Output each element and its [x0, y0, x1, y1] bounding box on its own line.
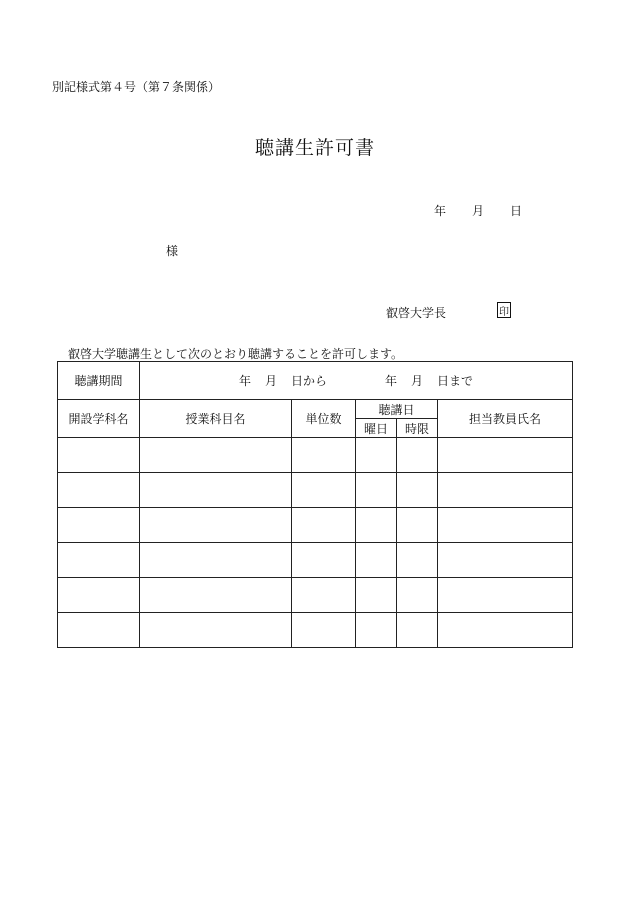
column-header-department: 開設学科名	[58, 400, 140, 438]
period-label: 聴講期間	[58, 362, 140, 400]
instructor-cell[interactable]	[438, 578, 573, 613]
period-to-day: 日まで	[437, 374, 474, 388]
course-cell[interactable]	[140, 613, 292, 648]
table-row	[58, 508, 573, 543]
department-cell[interactable]	[58, 543, 140, 578]
period-to-month: 月	[411, 374, 424, 388]
period-cell[interactable]	[397, 508, 438, 543]
date-day-label: 日	[510, 204, 523, 218]
credits-cell[interactable]	[292, 613, 356, 648]
instructor-cell[interactable]	[438, 473, 573, 508]
course-cell[interactable]	[140, 473, 292, 508]
credits-cell[interactable]	[292, 473, 356, 508]
weekday-cell[interactable]	[356, 473, 397, 508]
period-from-year: 年	[238, 374, 251, 388]
course-table	[57, 361, 573, 648]
header-row	[58, 400, 573, 419]
table-row	[58, 438, 573, 473]
column-header-course: 授業科目名	[140, 400, 292, 438]
table-row	[58, 578, 573, 613]
credits-cell[interactable]	[292, 578, 356, 613]
period-cell[interactable]	[397, 578, 438, 613]
issue-date	[434, 202, 522, 219]
period-row	[58, 362, 573, 400]
department-cell[interactable]	[58, 438, 140, 473]
instructor-cell[interactable]	[438, 613, 573, 648]
period-cell[interactable]	[397, 438, 438, 473]
page-title: 聴講生許可書	[254, 137, 375, 159]
period-value	[140, 362, 573, 400]
instructor-cell[interactable]	[438, 438, 573, 473]
table-row	[58, 543, 573, 578]
weekday-cell[interactable]	[356, 438, 397, 473]
date-year-label: 年	[434, 204, 447, 218]
course-cell[interactable]	[140, 438, 292, 473]
credits-cell[interactable]	[292, 543, 356, 578]
period-cell[interactable]	[397, 613, 438, 648]
weekday-cell[interactable]	[356, 578, 397, 613]
weekday-cell[interactable]	[356, 508, 397, 543]
column-header-weekday: 曜日	[356, 419, 397, 438]
column-header-lecture-day: 聴講日	[356, 400, 438, 419]
column-header-credits: 単位数	[292, 400, 356, 438]
course-cell[interactable]	[140, 543, 292, 578]
credits-cell[interactable]	[292, 508, 356, 543]
table-row	[58, 613, 573, 648]
department-cell[interactable]	[58, 613, 140, 648]
issuer-name: 叡啓大学長	[386, 306, 447, 320]
period-to-year: 年	[385, 374, 398, 388]
period-cell[interactable]	[397, 543, 438, 578]
seal-icon: 印	[497, 302, 511, 318]
course-cell[interactable]	[140, 508, 292, 543]
column-header-instructor: 担当教員氏名	[438, 400, 573, 438]
date-month-label: 月	[472, 204, 485, 218]
period-cell[interactable]	[397, 473, 438, 508]
permission-statement: 叡啓大学聴講生として次のとおり聴講することを許可します。	[68, 347, 404, 361]
table-row	[58, 473, 573, 508]
department-cell[interactable]	[58, 508, 140, 543]
weekday-cell[interactable]	[356, 543, 397, 578]
department-cell[interactable]	[58, 473, 140, 508]
credits-cell[interactable]	[292, 438, 356, 473]
instructor-cell[interactable]	[438, 508, 573, 543]
department-cell[interactable]	[58, 578, 140, 613]
period-from-day: 日から	[290, 374, 327, 388]
form-number: 別記様式第４号（第７条関係）	[52, 80, 221, 94]
addressee-suffix: 様	[166, 244, 179, 258]
column-header-period: 時限	[397, 419, 438, 438]
weekday-cell[interactable]	[356, 613, 397, 648]
period-from-month: 月	[264, 374, 277, 388]
course-cell[interactable]	[140, 578, 292, 613]
instructor-cell[interactable]	[438, 543, 573, 578]
